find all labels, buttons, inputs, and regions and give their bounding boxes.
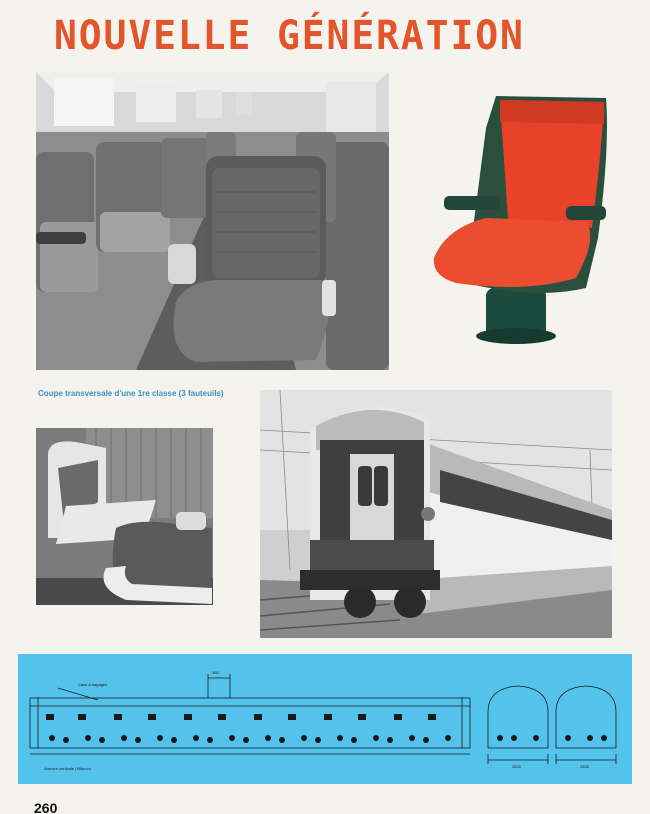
tray-table-photo xyxy=(36,428,213,605)
carriage-exterior-photo xyxy=(260,390,612,638)
page-number: 260 xyxy=(34,800,58,814)
carriage-plan-diagram xyxy=(18,654,632,784)
top-dimension: 380 xyxy=(212,670,219,675)
bottom-label: Armoire verticale | Bifurcol xyxy=(44,766,91,771)
left-section-dimension: 2825 xyxy=(512,764,521,769)
page-title: NOUVELLE GÉNÉRATION xyxy=(54,13,525,59)
red-seat-photo xyxy=(426,88,616,348)
interior-photo xyxy=(36,72,389,370)
cross-section-caption: Coupe transversale d'une 1re classe (3 fauteuils) xyxy=(38,389,224,398)
baggage-label: Case à bagages xyxy=(78,682,108,687)
right-section-dimension: 2825 xyxy=(580,764,589,769)
